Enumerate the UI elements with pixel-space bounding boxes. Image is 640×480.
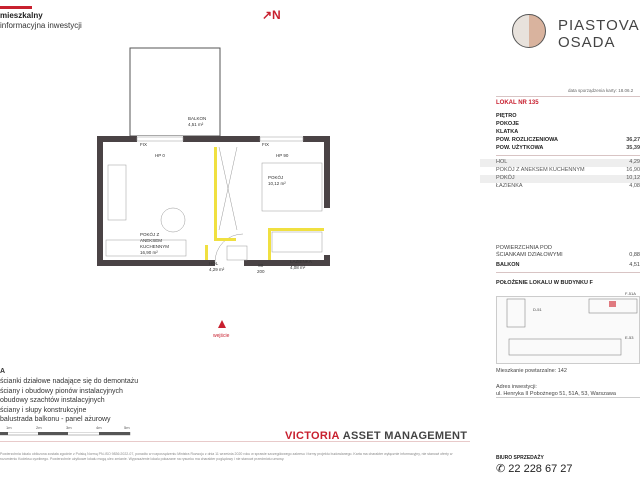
field-rooms: POKOJE <box>496 121 519 127</box>
entrance-arrow-icon <box>218 320 226 328</box>
sales-label: BIURO SPRZEDAŻY <box>496 455 544 461</box>
window-fix-label: FIX <box>262 142 270 147</box>
room-row: POKÓJ 10,12 <box>480 175 640 183</box>
phone-icon: ✆ <box>496 463 509 475</box>
company-logo: VICTORIA ASSET MANAGEMENT <box>285 430 468 442</box>
address-label: Adres inwestycji: <box>496 384 537 390</box>
building-location-map: D-51 F-51A E-53 <box>496 296 640 364</box>
field-area-usable: POW. UŻYTKOWA 35,39 <box>496 145 640 151</box>
legend-item: obudowy szachtów instalacyjnych <box>0 397 105 404</box>
card-date: data sporządzenia karty: 18.06.2 <box>568 88 634 93</box>
location-title: POŁOŻENIE LOKALU W BUDYNKU F <box>496 280 593 286</box>
window-hp-label: HP 90 <box>276 153 289 158</box>
window-fix-label: FIX <box>140 142 148 147</box>
field-staircase: KLATKA <box>496 129 519 135</box>
address: ul. Henryka II Pobożnego 51, 51A, 53, Warszawa <box>496 391 640 398</box>
field-area-billing: POW. ROZLICZENIOWA 36,27 <box>496 137 640 143</box>
brand-logo-icon <box>512 14 546 48</box>
window-hp-label: HP 0 <box>155 153 165 158</box>
repeat-count: Mieszkanie powtarzalne: 142 <box>496 368 567 374</box>
brand-name: PIASTOVA OSADA <box>558 17 640 51</box>
legend-item: ścianki działowe nadające się do demontażu <box>0 378 139 385</box>
footer-disclaimer: Powierzchnia lokalu obliczona została zgodnie z Polską Normą PN-ISO 9836:2022-07, ponadto w rozporządzeniu Ministra Rozwoju z dnia 11 września 2020 roku w sprawie szczegółowego zakresu i formy projektu budowlanego. Karta ma charakter wyłącznie informacyjny, nie stanowi oferty w rozumieniu Kodeksu cywilnego. Powierzchnie użytkowe lokalu mogą ulec zmianie. Wyposażenie lokalu pokazane na rysunku ma charakter poglądowy i nie stanowi przedmiotu umowy. <box>0 452 453 461</box>
divider <box>496 272 640 273</box>
room-label-pokoj: POKÓJ 10,12 m² <box>268 175 286 186</box>
lokal-number: LOKAL NR 135 <box>496 100 539 106</box>
divider <box>496 96 640 97</box>
header-title: mieszkalny <box>0 11 43 20</box>
legend-item: ściany i słupy konstrukcyjne <box>0 407 87 414</box>
door-dimension: 80 200 <box>257 263 265 274</box>
room-label-kitchen: POKÓJ Z ANEKSEM KUCHENNYM 16,90 m² <box>140 232 170 255</box>
walls-area: POWIERZCHNIA POD ŚCIANKAMI DZIAŁOWYMI 0,88 <box>496 245 640 258</box>
north-arrow-icon: ↗N <box>262 8 281 22</box>
room-row: POKÓJ Z ANEKSEM KUCHENNYM 16,90 <box>496 167 640 173</box>
room-row: ŁAZIENKA 4,08 <box>496 183 640 189</box>
field-floor: PIĘTRO <box>496 113 517 119</box>
apartment <box>97 136 330 266</box>
balcony-outline <box>130 48 220 136</box>
legend-heading: A <box>0 368 6 375</box>
header-subtitle: informacyjna inwestycji <box>0 21 82 30</box>
sales-phone: ✆ 22 228 67 27 <box>496 463 573 475</box>
room-label-lazienka: ŁAZIENKA 4,08 m² <box>290 259 312 270</box>
balcony-area: BALKON 4,51 <box>496 262 640 268</box>
room-row: HOL 4,29 <box>480 159 640 167</box>
entrance-label: wejście <box>213 333 230 339</box>
room-label-hol: HOL 4,29 m² <box>209 261 225 272</box>
legend-item: balustrada balkonu - panel ażurowy <box>0 416 111 423</box>
legend-item: ściany i obudowy pionów instalacyjnych <box>0 388 123 395</box>
divider <box>496 155 640 156</box>
balcony-label: BALKON 4,51 m² <box>188 116 207 127</box>
